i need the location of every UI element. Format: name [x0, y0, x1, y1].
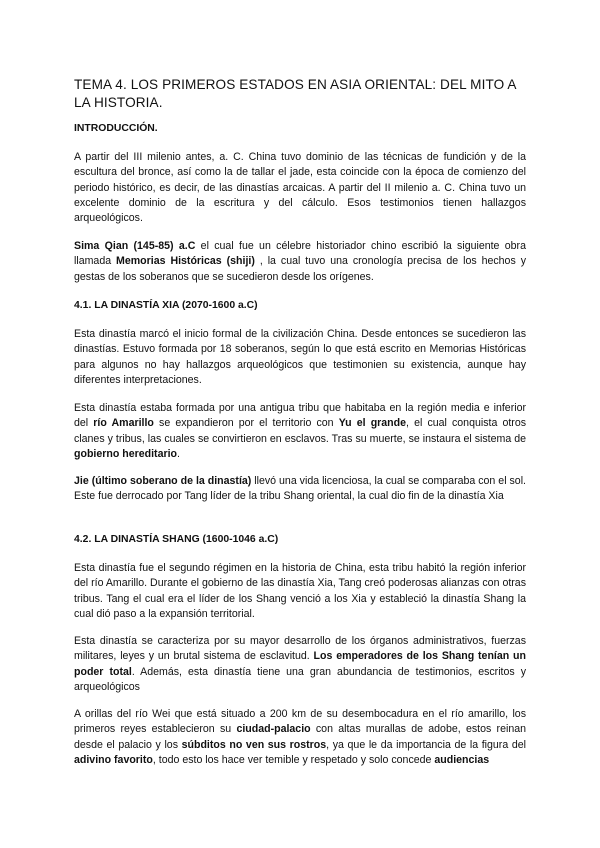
document-title	[74, 76, 534, 112]
document-title-text: TEMA 4. LOS PRIMEROS ESTADOS EN ASIA ORIENTAL: DEL MITO A LA HISTORIA	[74, 77, 516, 110]
paragraph-shang-1: Esta dinastía fue el segundo régimen en la historia de China, esta tribu habitó la región inferior del río Amarillo. Durante el gobierno de las dinastía Xia, Tang creó poderosas alianzas con otras tribus. Tang el cual era el líder de los Shang venció a los Xia y estableció la dinastía Shang la cual dió paso a la expansión territorial.	[74, 562, 526, 620]
bold-memorias: Memorias Históricas (shiji)	[116, 255, 255, 268]
bold-emperadores-shang: Los emperadores de los Shang tenían un poder total	[74, 650, 526, 678]
text-run: . Además, esta dinastía tiene una gran abundancia de testimonios, escritos y arqueológicos	[74, 665, 527, 693]
paragraph-xia-2	[74, 401, 526, 462]
text-run: con altas murallas de adobe, estos reinan desde el palacio y los	[74, 723, 527, 751]
paragraph-xia-3	[74, 474, 526, 505]
paragraph-intro-2	[74, 239, 526, 285]
text-run: , el cual conquista otros clanes y tribus, las cuales se convirtieron en esclavos. Tras su muerte, se instaura el sistema de	[74, 417, 527, 445]
text-run: , la cual tuvo una cronología precisa de los hechos y gestas de los soberanos que se sucedieron desde los orígenes.	[74, 255, 526, 283]
text-run: Esta dinastía estaba formada por una antigua tribu que habitaba en la región media e inferior del	[74, 402, 526, 430]
bold-gobierno-hereditario: gobierno hereditario	[74, 447, 178, 460]
document-title-period: .	[158, 95, 163, 110]
text-run: A orillas del río Wei que está situado a 200 km de su desembocadura en el río amarillo, los primeros reyes establecieron su	[74, 708, 526, 736]
paragraph-xia-1: Esta dinastía marcó el inicio formal de la civilización China. Desde entonces se sucedieron las dinastías. Estuvo formada por 18 soberanos, según lo que está escrito en Memorias Históricas para algunos no hay hallazgos arqueológicos que testimonien su existencia, aunque hay diferentes interpretaciones.	[74, 328, 526, 386]
paragraph-shang-3	[74, 707, 526, 768]
text-run: Esta dinastía se caracteriza por su mayor desarrollo de los órganos administrativos, fuerzas militares, leyes y un brutal sistema de esclavitud.	[74, 635, 526, 663]
bold-rio-amarillo: río Amarillo	[93, 417, 154, 430]
bold-sima-qian: Sima Qian (145-85) a.C	[74, 240, 196, 252]
text-run: el cual fue un célebre historiador chino escribió la siguiente obra llamada	[74, 240, 526, 268]
section-heading-shang: 4.2. LA DINASTÍA SHANG (1600-1046 a.C)	[74, 534, 279, 545]
text-run: .	[177, 447, 180, 460]
text-run: , ya que le da importancia de la figura del	[326, 738, 526, 751]
bold-jie: Jie (último soberano de la dinastía)	[74, 475, 252, 487]
bold-audiencias: audiencias	[434, 753, 490, 766]
section-heading-xia: 4.1. LA DINASTÍA XIA (2070-1600 a.C)	[74, 300, 258, 311]
bold-adivino-favorito: adivino favorito	[74, 753, 153, 766]
section-heading-introduccion: INTRODUCCIÓN.	[74, 123, 158, 134]
text-run: se expandieron por el territorio con	[153, 417, 339, 430]
bold-subditos: súbditos no ven sus rostros	[181, 738, 327, 751]
bold-yu-el-grande: Yu el grande	[338, 417, 407, 430]
text-run: , todo esto los hace ver temible y respetado y solo concede	[152, 753, 435, 766]
bold-ciudad-palacio: ciudad-palacio	[236, 723, 311, 736]
paragraph-intro-1: A partir del III milenio antes, a. C. China tuvo dominio de las técnicas de fundición y de la escultura del bronce, así como la de tallar el jade, esta coincide con la época de comienzo del periodo histórico, es decir, de las dinastías arcaicas. A partir del II milenio a. C. China tuvo un excelente dominio de la escritura y del cálculo. Esos testimonios tienen hallazgos arqueológicos.	[74, 151, 526, 225]
text-run: llevó una vida licenciosa, la cual se comparaba con el sol. Este fue derrocado por Tang líder de la tribu Shang oriental, la cual dio fin de la dinastía Xia	[74, 475, 526, 503]
paragraph-shang-2	[74, 634, 526, 695]
